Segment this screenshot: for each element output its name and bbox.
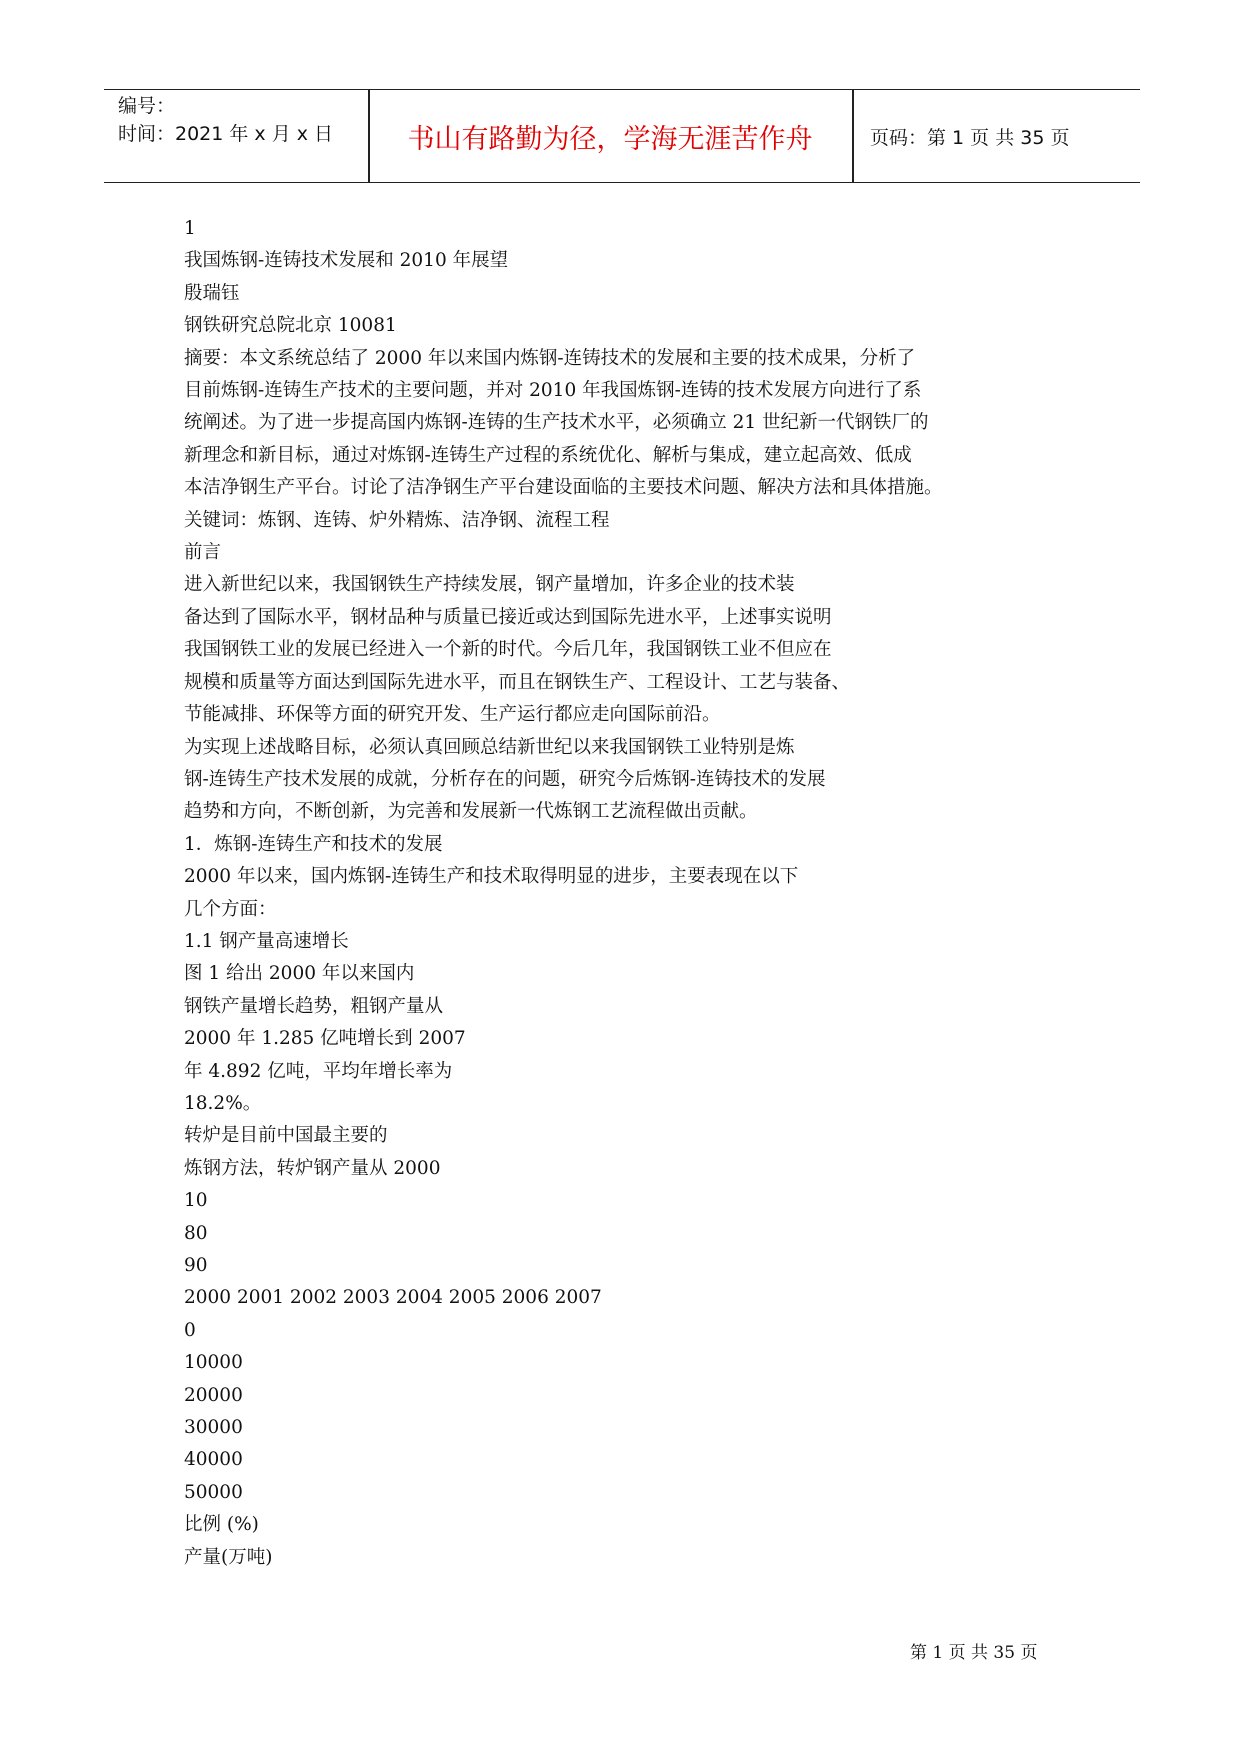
text-line: 2000 年 1.285 亿吨增长到 2007 xyxy=(184,1028,466,1050)
text-line: 10 xyxy=(184,1190,208,1212)
text-line: 新理念和新目标，通过对炼钢-连铸生产过程的系统优化、解析与集成，建立起高效、低成 xyxy=(184,444,912,466)
text-line: 1.1 钢产量高速增长 xyxy=(184,930,349,952)
text-line: 殷瑞钰 xyxy=(184,282,240,304)
text-line: 产量(万吨) xyxy=(184,1546,273,1568)
text-line: 关键词：炼钢、连铸、炉外精炼、洁净钢、流程工程 xyxy=(184,509,610,531)
text-line: 图 1 给出 2000 年以来国内 xyxy=(184,963,415,985)
text-line: 统阐述。为了进一步提高国内炼钢-连铸的生产技术水平，必须确立 21 世纪新一代钢铁厂的 xyxy=(184,412,929,434)
text-line: 20000 xyxy=(184,1384,243,1406)
text-line: 钢铁研究总院北京 10081 xyxy=(184,315,397,337)
text-line: 80 xyxy=(184,1222,208,1244)
text-line: 前言 xyxy=(184,542,222,564)
text-line: 几个方面： xyxy=(184,898,277,920)
text-line: 规模和质量等方面达到国际先进水平，而且在钢铁生产、工程设计、工艺与装备、 xyxy=(184,671,851,693)
document-body xyxy=(184,213,1084,1574)
page-footer: 第 1 页 共 35 页 xyxy=(910,1643,1038,1663)
text-line: 1 xyxy=(184,218,196,239)
header-page-info: 页码：第 1 页 共 35 页 xyxy=(870,126,1070,149)
text-line: 钢-连铸生产技术发展的成就，分析存在的问题，研究今后炼钢-连铸技术的发展 xyxy=(184,768,826,790)
text-line: 40000 xyxy=(184,1449,243,1471)
page-header xyxy=(104,89,1140,183)
text-line: 1．炼钢-连铸生产和技术的发展 xyxy=(184,833,443,855)
text-line: 趋势和方向，不断创新，为完善和发展新一代炼钢工艺流程做出贡献。 xyxy=(184,801,758,823)
header-meta xyxy=(118,92,368,148)
text-line: 我国炼钢-连铸技术发展和 2010 年展望 xyxy=(184,250,509,272)
header-motto: 书山有路勤为径，学海无涯苦作舟 xyxy=(407,123,813,155)
text-line: 备达到了国际水平，钢材品种与质量已接近或达到国际先进水平，上述事实说明 xyxy=(184,606,832,628)
text-line: 2000 年以来，国内炼钢-连铸生产和技术取得明显的进步，主要表现在以下 xyxy=(184,866,799,888)
text-line: 2000 2001 2002 2003 2004 2005 2006 2007 xyxy=(184,1287,602,1309)
text-line: 炼钢方法，转炉钢产量从 2000 xyxy=(184,1157,441,1179)
text-line: 摘要：本文系统总结了 2000 年以来国内炼钢-连铸技术的发展和主要的技术成果，分析了 xyxy=(184,347,916,369)
text-line: 钢铁产量增长趋势，粗钢产量从 xyxy=(184,995,444,1017)
text-line: 50000 xyxy=(184,1481,243,1503)
text-line: 节能减排、环保等方面的研究开发、生产运行都应走向国际前沿。 xyxy=(184,704,721,726)
document-number-label: 编号： xyxy=(118,95,176,117)
text-line: 0 xyxy=(184,1319,196,1341)
text-line: 本洁净钢生产平台。讨论了洁净钢生产平台建设面临的主要技术问题、解决方法和具体措施。 xyxy=(184,477,943,499)
document-time-label: 时间：2021 年 x 月 x 日 xyxy=(118,123,334,145)
text-line: 年 4.892 亿吨，平均年增长率为 xyxy=(184,1060,453,1082)
text-line: 18.2%。 xyxy=(184,1092,262,1114)
text-line: 30000 xyxy=(184,1417,243,1439)
text-line: 90 xyxy=(184,1255,208,1276)
text-line: 比例 (%) xyxy=(184,1514,259,1536)
header-divider-right xyxy=(852,90,854,182)
text-line: 目前炼钢-连铸生产技术的主要问题，并对 2010 年我国炼钢-连铸的技术发展方向进行了系 xyxy=(184,380,922,402)
text-line: 转炉是目前中国最主要的 xyxy=(184,1125,388,1147)
text-line: 10000 xyxy=(184,1352,243,1374)
text-line: 进入新世纪以来，我国钢铁生产持续发展，钢产量增加，许多企业的技术装 xyxy=(184,574,795,596)
text-line: 为实现上述战略目标，必须认真回顾总结新世纪以来我国钢铁工业特别是炼 xyxy=(184,736,795,758)
text-line: 我国钢铁工业的发展已经进入一个新的时代。今后几年，我国钢铁工业不但应在 xyxy=(184,639,832,661)
